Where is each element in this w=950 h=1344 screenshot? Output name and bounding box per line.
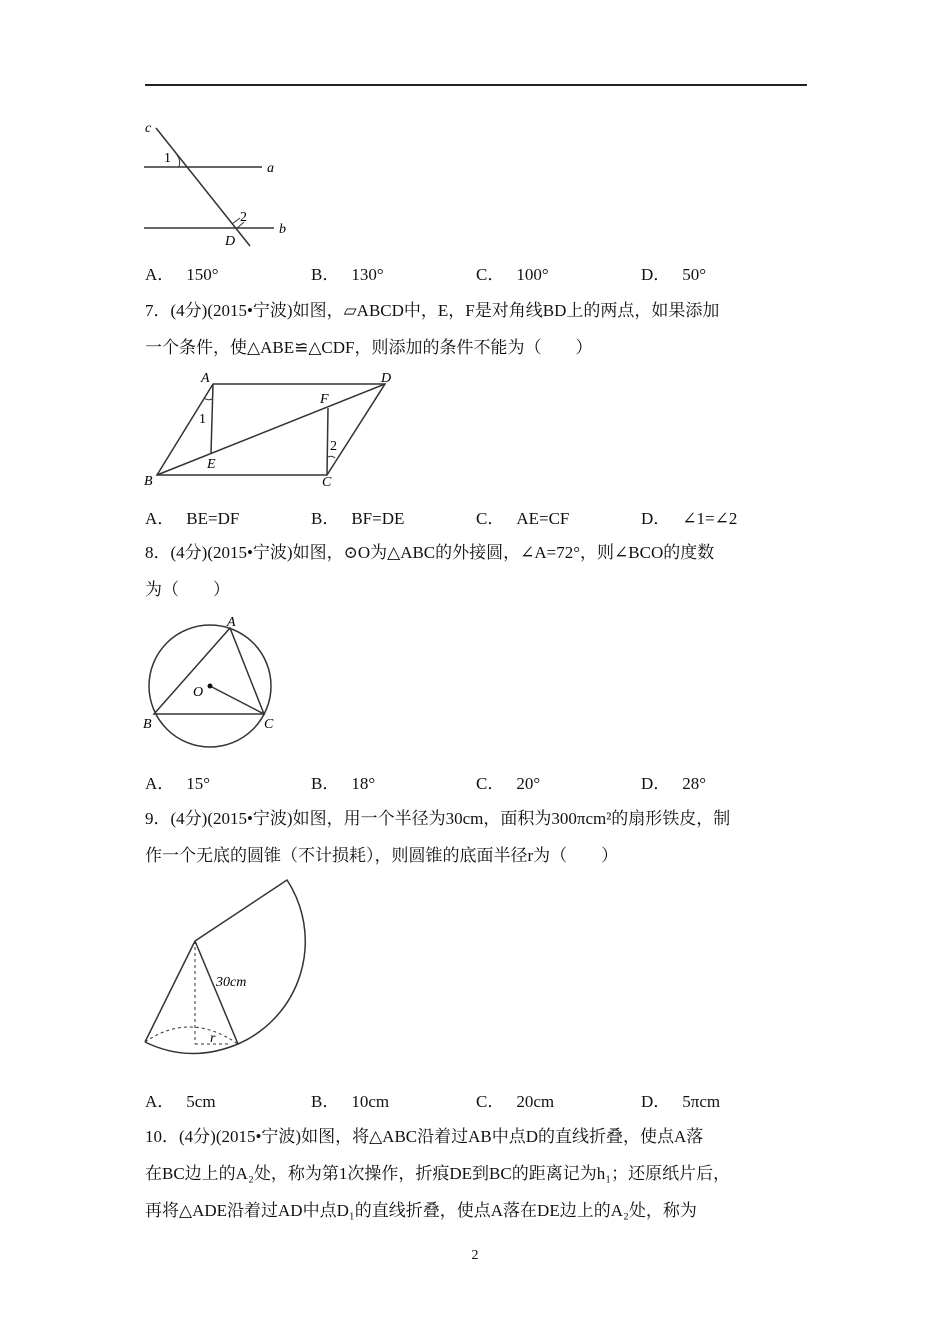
segment-OC (210, 686, 264, 714)
q8-figure (140, 610, 290, 750)
label-C: C (264, 717, 274, 732)
q6-figure (140, 118, 300, 250)
q9-figure (140, 876, 310, 1066)
q6-options (145, 260, 825, 284)
header-rule (145, 84, 807, 86)
q8-line-2: 为（ ） (145, 580, 230, 599)
q7-option-c[interactable]: C． AE=CF (476, 509, 570, 528)
q10-line-2: 在BC边上的A₂处，称为第1次操作，折痕DE到BC的距离记为h₁；还原纸片后， (145, 1164, 731, 1183)
q8-option-c[interactable]: C． 20° (476, 774, 541, 793)
q7-option-a[interactable]: A． BE=DF (145, 509, 240, 528)
q6-option-d[interactable]: D． 50° (641, 265, 707, 284)
sector-outline (195, 880, 305, 1044)
label-B: B (144, 474, 153, 489)
triangle-ABC (154, 628, 264, 714)
q7-options (145, 504, 825, 528)
cone-base-back (145, 1027, 238, 1044)
q8-option-b[interactable]: B． 18° (311, 774, 376, 793)
label-F: F (320, 392, 329, 407)
cone-left-side (145, 941, 195, 1042)
label-2: 2 (240, 210, 247, 225)
q9-options (145, 1087, 825, 1111)
q8-options (145, 769, 825, 793)
q9-option-d[interactable]: D． 5πcm (641, 1092, 721, 1111)
q6-option-c[interactable]: C． 100° (476, 265, 549, 284)
q7-option-b[interactable]: B． BF=DE (311, 509, 405, 528)
q8-option-a[interactable]: A． 15° (145, 774, 211, 793)
label-30cm: 30cm (216, 975, 247, 990)
q6-option-b[interactable]: B． 130° (311, 265, 384, 284)
q9-option-a[interactable]: A． 5cm (145, 1092, 216, 1111)
label-E: E (207, 457, 216, 472)
angle2-arc (328, 456, 335, 458)
label-A: A (201, 371, 210, 386)
label-A: A (227, 615, 236, 630)
q9-line-1: 9．(4分)(2015•宁波)如图，用一个半径为30cm，面积为300πcm²的扇形铁皮，制 (145, 809, 731, 828)
label-C: C (322, 475, 332, 490)
q8-option-d[interactable]: D． 28° (641, 774, 707, 793)
label-1: 1 (164, 151, 171, 166)
q10-line-3: 再将△ADE沿着过AD中点D₁的直线折叠，使点A落在DE边上的A₂处，称为 (145, 1201, 697, 1220)
label-2: 2 (330, 439, 337, 454)
label-1: 1 (199, 412, 206, 427)
label-O: O (193, 685, 204, 700)
q6-option-a[interactable]: A． 150° (145, 265, 219, 284)
cone-base-front (145, 1042, 238, 1054)
label-r: r (210, 1031, 216, 1046)
q8-line-1: 8．(4分)(2015•宁波)如图，⊙O为△ABC的外接圆，∠A=72°，则∠BCO的度数 (145, 543, 715, 562)
q9-line-2: 作一个无底的圆锥（不计损耗），则圆锥的底面半径r为（ ） (145, 846, 619, 865)
segment-AE (211, 384, 213, 453)
q9-option-b[interactable]: B． 10cm (311, 1092, 390, 1111)
diagonal-BD (157, 384, 385, 475)
cone-right-side (195, 941, 238, 1044)
center-dot (208, 684, 213, 689)
page-number: 2 (471, 1248, 479, 1263)
angle1-arc (204, 398, 212, 400)
label-B: B (143, 717, 152, 732)
q9-option-c[interactable]: C． 20cm (476, 1092, 555, 1111)
label-c: c (145, 121, 152, 136)
label-b: b (279, 222, 286, 237)
q10-line-1: 10．(4分)(2015•宁波)如图，将△ABC沿着过AB中点D的直线折叠，使点A落 (145, 1127, 704, 1146)
segment-CF (327, 408, 328, 475)
q7-figure (140, 365, 410, 491)
label-D: D (225, 234, 236, 249)
q7-line-1: 7．(4分)(2015•宁波)如图，▱ABCD中，E，F是对角线BD上的两点，如果添加 (145, 301, 720, 320)
q7-option-d[interactable]: D． ∠1=∠2 (641, 509, 738, 528)
q7-line-2: 一个条件，使△ABE≌△CDF，则添加的条件不能为（ ） (145, 338, 593, 357)
label-D: D (381, 371, 392, 386)
label-a: a (267, 161, 274, 176)
